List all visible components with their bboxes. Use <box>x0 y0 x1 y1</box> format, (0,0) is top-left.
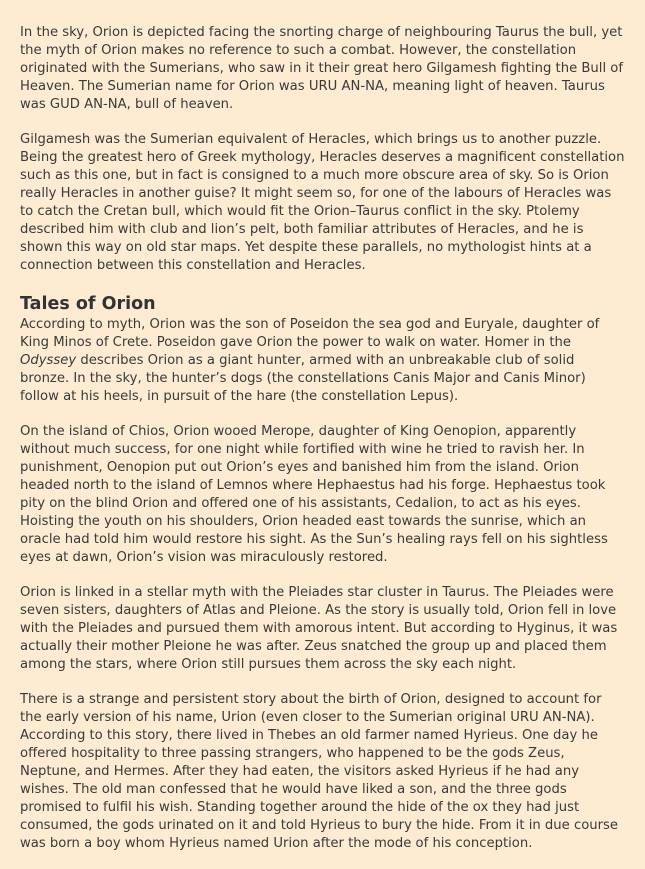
paragraph-tales-3: Orion is linked in a stellar myth with the Pleiades star cluster in Taurus. The Pleiades were seven sisters, daughters of Atlas and Pleione. As the story is usually told, Orion fell in love with the Pleiades and pursued them with amorous intent. But according to Hyginus, it was actually their mother Pleione he was after. Zeus snatched the group up and placed them among the stars, where Orion still pursues them across the sky each night. <box>20 585 618 672</box>
paragraph-tales-1-after: describes Orion as a giant hunter, armed with an unbreakable club of solid bronze. In the sky, the hunter’s dogs (the constellations Canis Major and Canis Minor) follow at his heels, in pursuit of the hare (the constellation Lepus). <box>20 353 586 404</box>
paragraph-tales-1-before: According to myth, Orion was the son of Poseidon the sea god and Euryale, daughter of King Minos of Crete. Poseidon gave Orion the power to walk on water. Homer in the <box>20 317 600 350</box>
paragraph-intro-2: Gilgamesh was the Sumerian equivalent of Heracles, which brings us to another puzzle. Being the greatest hero of Greek mythology, Heracles deserves a magnificent constellation such as this one, but in fact is consigned to a much more obscure area of sky. So is Orion really Heracles in another guise? It might seem so, for one of the labours of Heracles was to catch the Cretan bull, which would fit the Orion–Taurus conflict in the sky. Ptolemy described him with club and lion’s pelt, both familiar attributes of Heracles, and he is shown this way on old star maps. Yet despite these parallels, no mythologist hints at a connection between this constellation and Heracles. <box>20 132 625 273</box>
paragraph-tales-1 <box>20 316 625 406</box>
section-heading: Tales of Orion <box>20 294 156 314</box>
paragraph-intro-1: In the sky, Orion is depicted facing the snorting charge of neighbouring Taurus the bull, yet the myth of Orion makes no reference to such a combat. However, the constellation originated with the Sumerians, who saw in it their great hero Gilgamesh fighting the Bull of Heaven. The Sumerian name for Orion was URU AN-NA, meaning light of heaven. Taurus was GUD AN-NA, bull of heaven. <box>20 25 624 112</box>
paragraph-tales-4: There is a strange and persistent story about the birth of Orion, designed to account for the early version of his name, Urion (even closer to the Sumerian original URU AN-NA). According to this story, there lived in Thebes an old farmer named Hyrieus. One day he offered hospitality to three passing strangers, who happened to be the gods Zeus, Neptune, and Hermes. After they had eaten, the visitors asked Hyrieus if he had any wishes. The old man confessed that he would have liked a son, and the three gods promised to fulfil his wish. Standing together around the hide of the ox they had just consumed, the gods urinated on it and told Hyrieus to bury the hide. From it in due course was born a boy whom Hyrieus named Urion after the mode of his conception. <box>20 692 619 851</box>
odyssey-title: Odyssey <box>20 353 77 368</box>
paragraph-tales-2: On the island of Chios, Orion wooed Merope, daughter of King Oenopion, apparently without much success, for one night while fortified with wine he tried to ravish her. In punishment, Oenopion put out Orion’s eyes and banished him from the island. Orion headed north to the island of Lemnos where Hephaestus had his forge. Hephaestus took pity on the blind Orion and offered one of his assistants, Cedalion, to act as his eyes. Hoisting the youth on his shoulders, Orion headed east towards the sunrise, which an oracle had told him would restore his sight. As the Sun’s healing rays fell on his sightless eyes at dawn, Orion’s vision was miraculously restored. <box>20 424 608 565</box>
